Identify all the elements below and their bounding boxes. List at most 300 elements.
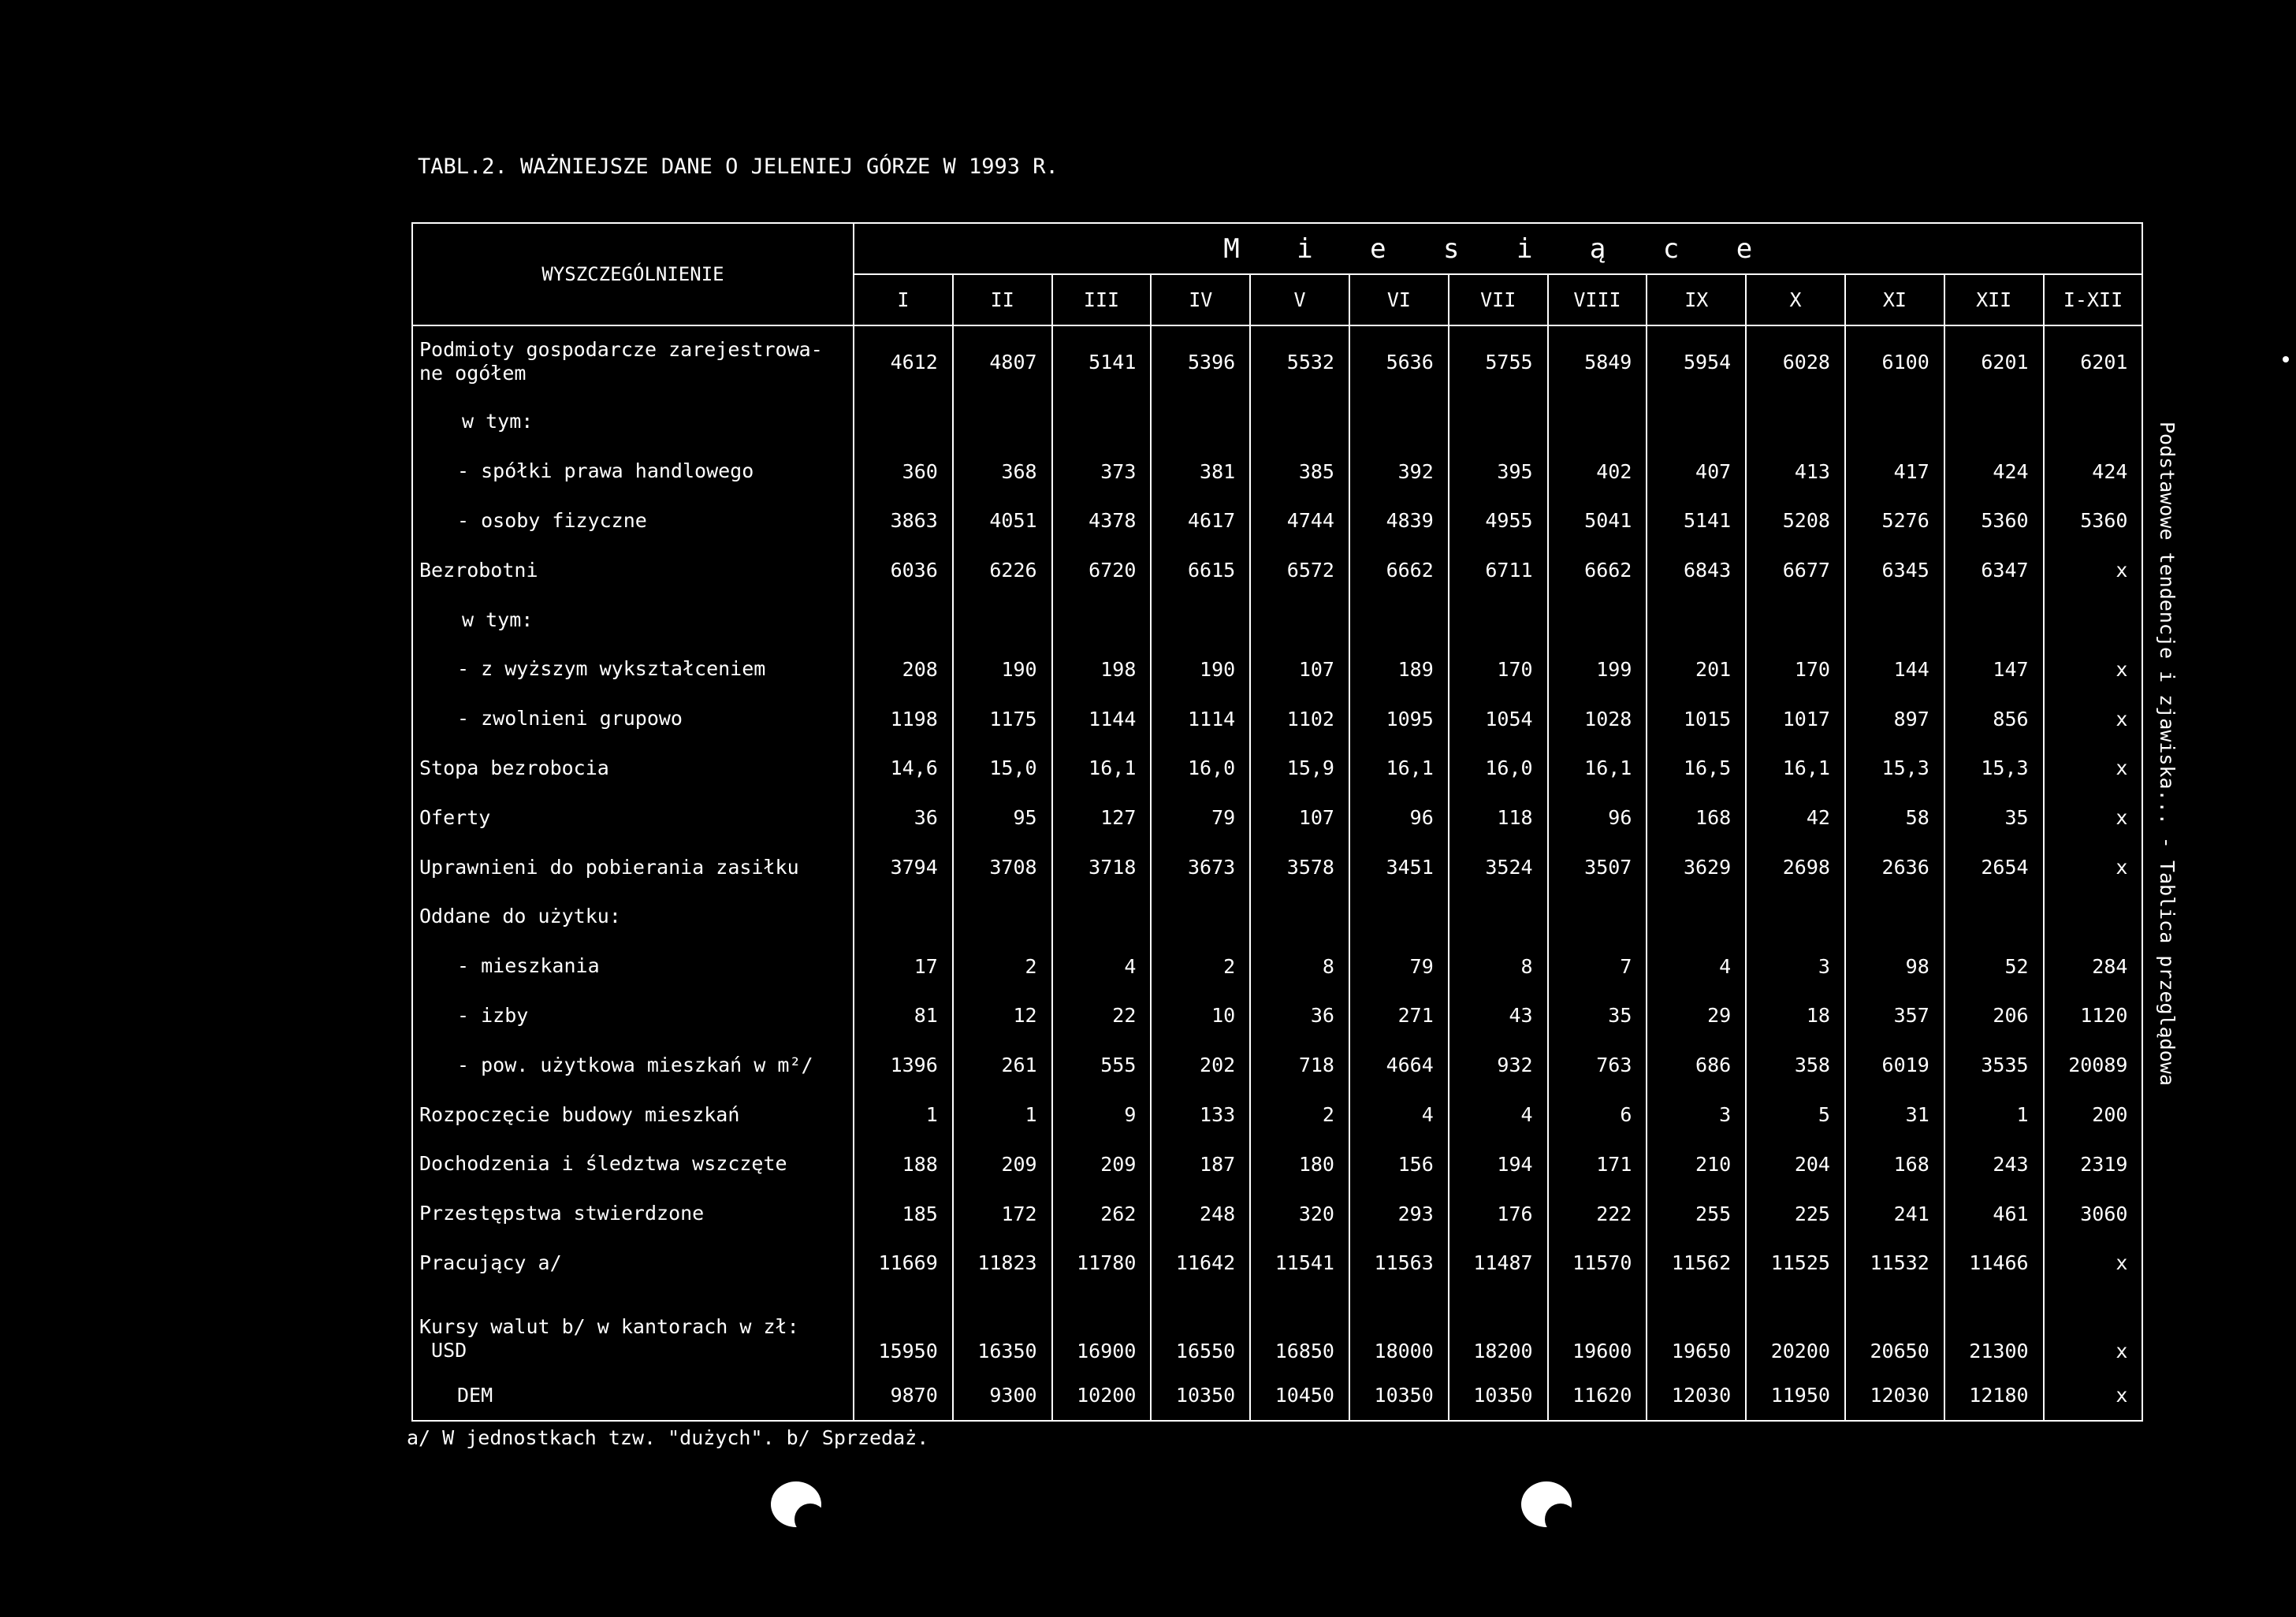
table-cell bbox=[1151, 595, 1250, 645]
table-cell bbox=[1349, 397, 1449, 447]
table-cell: 5041 bbox=[1548, 496, 1647, 546]
table-cell: x bbox=[2044, 1239, 2143, 1288]
table-cell: 424 bbox=[2044, 447, 2143, 496]
table-cell: 6 bbox=[1548, 1090, 1647, 1139]
table-cell: 12030 bbox=[1647, 1370, 1746, 1421]
table-cell: 4617 bbox=[1151, 496, 1250, 546]
table-cell bbox=[1845, 892, 1944, 942]
table-cell: 4664 bbox=[1349, 1040, 1449, 1090]
table-cell: 856 bbox=[1944, 694, 2044, 744]
table-cell: 81 bbox=[854, 991, 953, 1041]
footnote: a/ W jednostkach tzw. "dużych". b/ Sprzedaż. bbox=[407, 1426, 929, 1449]
table-cell: 6572 bbox=[1250, 545, 1349, 595]
table-row bbox=[412, 842, 2142, 892]
table-cell: 10350 bbox=[1349, 1370, 1449, 1421]
table-row bbox=[412, 496, 2142, 546]
table-cell: 6347 bbox=[1944, 545, 2044, 595]
table-cell bbox=[1449, 397, 1548, 447]
header-month: I bbox=[854, 274, 953, 325]
table-cell: 202 bbox=[1151, 1040, 1250, 1090]
table-cell: 96 bbox=[1548, 793, 1647, 842]
table-cell: 3451 bbox=[1349, 842, 1449, 892]
speck-mark bbox=[2283, 356, 2289, 362]
table-cell: 16850 bbox=[1250, 1288, 1349, 1370]
table-row bbox=[412, 545, 2142, 595]
table-cell: 209 bbox=[1052, 1139, 1152, 1189]
table-cell: 1 bbox=[1944, 1090, 2044, 1139]
table-cell: 185 bbox=[854, 1189, 953, 1239]
table-cell: 381 bbox=[1151, 447, 1250, 496]
table-cell: 11950 bbox=[1746, 1370, 1845, 1421]
table-cell: 11669 bbox=[854, 1239, 953, 1288]
table-cell: 180 bbox=[1250, 1139, 1349, 1189]
table-cell: 15,3 bbox=[1845, 744, 1944, 794]
table-row bbox=[412, 1040, 2142, 1090]
table-cell: 16,1 bbox=[1746, 744, 1845, 794]
table-cell: 11642 bbox=[1151, 1239, 1250, 1288]
table-cell: 358 bbox=[1746, 1040, 1845, 1090]
table-cell: 1028 bbox=[1548, 694, 1647, 744]
table-cell: 3708 bbox=[953, 842, 1052, 892]
header-months-group: M i e s i ą c e bbox=[854, 223, 2142, 274]
header-month: I-XII bbox=[2044, 274, 2143, 325]
data-table bbox=[411, 222, 2143, 1422]
table-cell: 35 bbox=[1944, 793, 2044, 842]
table-cell: 10450 bbox=[1250, 1370, 1349, 1421]
table-cell bbox=[1647, 595, 1746, 645]
table-cell: 22 bbox=[1052, 991, 1152, 1041]
table-cell: 5532 bbox=[1250, 325, 1349, 397]
table-cell: 35 bbox=[1548, 991, 1647, 1041]
row-label: Rozpoczęcie budowy mieszkań bbox=[412, 1090, 854, 1139]
table-cell: 402 bbox=[1548, 447, 1647, 496]
table-cell: 261 bbox=[953, 1040, 1052, 1090]
table-row bbox=[412, 1239, 2142, 1288]
header-label: WYSZCZEGÓLNIENIE bbox=[412, 223, 854, 325]
table-cell: 16,1 bbox=[1052, 744, 1152, 794]
table-cell: 18000 bbox=[1349, 1288, 1449, 1370]
table-cell: 4955 bbox=[1449, 496, 1548, 546]
table-cell: 2 bbox=[953, 942, 1052, 991]
table-cell: 357 bbox=[1845, 991, 1944, 1041]
table-cell: 5208 bbox=[1746, 496, 1845, 546]
table-cell: 293 bbox=[1349, 1189, 1449, 1239]
table-cell: 1 bbox=[953, 1090, 1052, 1139]
table-cell: 1114 bbox=[1151, 694, 1250, 744]
table-cell: 2319 bbox=[2044, 1139, 2143, 1189]
table-cell: 12180 bbox=[1944, 1370, 2044, 1421]
table-cell bbox=[1250, 892, 1349, 942]
table-cell: 11487 bbox=[1449, 1239, 1548, 1288]
table-cell: 2654 bbox=[1944, 842, 2044, 892]
table-cell bbox=[1647, 892, 1746, 942]
table-cell: 188 bbox=[854, 1139, 953, 1189]
table-cell: 6345 bbox=[1845, 545, 1944, 595]
table-cell: 20089 bbox=[2044, 1040, 2143, 1090]
table-cell: 6843 bbox=[1647, 545, 1746, 595]
header-month: IV bbox=[1151, 274, 1250, 325]
row-label: - izby bbox=[412, 991, 854, 1041]
table-cell: 171 bbox=[1548, 1139, 1647, 1189]
table-cell: 5 bbox=[1746, 1090, 1845, 1139]
row-label: - zwolnieni grupowo bbox=[412, 694, 854, 744]
row-label: - mieszkania bbox=[412, 942, 854, 991]
table-cell: 262 bbox=[1052, 1189, 1152, 1239]
table-cell: 4807 bbox=[953, 325, 1052, 397]
table-cell bbox=[1250, 397, 1349, 447]
table-cell bbox=[1052, 595, 1152, 645]
table-cell: 9300 bbox=[953, 1370, 1052, 1421]
table-cell: 4839 bbox=[1349, 496, 1449, 546]
table-cell: 11823 bbox=[953, 1239, 1052, 1288]
table-cell bbox=[1349, 595, 1449, 645]
table-cell: 6615 bbox=[1151, 545, 1250, 595]
table-cell: 271 bbox=[1349, 991, 1449, 1041]
table-cell: 360 bbox=[854, 447, 953, 496]
table-row bbox=[412, 325, 2142, 397]
table-cell: 11563 bbox=[1349, 1239, 1449, 1288]
row-label: Przestępstwa stwierdzone bbox=[412, 1189, 854, 1239]
table-cell: 6720 bbox=[1052, 545, 1152, 595]
table-cell: x bbox=[2044, 744, 2143, 794]
table-cell: 225 bbox=[1746, 1189, 1845, 1239]
table-cell: 6677 bbox=[1746, 545, 1845, 595]
table-cell: 6201 bbox=[2044, 325, 2143, 397]
table-cell: 3524 bbox=[1449, 842, 1548, 892]
table-row bbox=[412, 645, 2142, 694]
table-cell: 9 bbox=[1052, 1090, 1152, 1139]
table-row bbox=[412, 744, 2142, 794]
table-cell: 1175 bbox=[953, 694, 1052, 744]
table-cell: 118 bbox=[1449, 793, 1548, 842]
table-cell: 413 bbox=[1746, 447, 1845, 496]
table-cell: 107 bbox=[1250, 793, 1349, 842]
table-cell: 6662 bbox=[1349, 545, 1449, 595]
table-cell: 3629 bbox=[1647, 842, 1746, 892]
table-cell: 15,3 bbox=[1944, 744, 2044, 794]
table-cell: 190 bbox=[1151, 645, 1250, 694]
table-row bbox=[412, 447, 2142, 496]
table-cell: 6028 bbox=[1746, 325, 1845, 397]
table-cell: 42 bbox=[1746, 793, 1845, 842]
table-row bbox=[412, 1189, 2142, 1239]
table-cell: 194 bbox=[1449, 1139, 1548, 1189]
table-cell: 3507 bbox=[1548, 842, 1647, 892]
header-month: XII bbox=[1944, 274, 2044, 325]
table-cell: 189 bbox=[1349, 645, 1449, 694]
table-cell: 3 bbox=[1746, 942, 1845, 991]
table-cell: x bbox=[2044, 545, 2143, 595]
table-cell: 17 bbox=[854, 942, 953, 991]
table-cell: 763 bbox=[1548, 1040, 1647, 1090]
row-label: Bezrobotni bbox=[412, 545, 854, 595]
table-cell: 932 bbox=[1449, 1040, 1548, 1090]
table-cell: 4612 bbox=[854, 325, 953, 397]
table-cell: 3673 bbox=[1151, 842, 1250, 892]
table-cell: 222 bbox=[1548, 1189, 1647, 1239]
header-month: X bbox=[1746, 274, 1845, 325]
table-cell: 170 bbox=[1449, 645, 1548, 694]
table-cell: 5141 bbox=[1052, 325, 1152, 397]
table-row bbox=[412, 991, 2142, 1041]
table-cell: 5954 bbox=[1647, 325, 1746, 397]
table-cell: 11780 bbox=[1052, 1239, 1152, 1288]
table-cell: 16900 bbox=[1052, 1288, 1152, 1370]
table-cell: 3863 bbox=[854, 496, 953, 546]
table-cell: 3578 bbox=[1250, 842, 1349, 892]
table-cell: 284 bbox=[2044, 942, 2143, 991]
table-cell: 133 bbox=[1151, 1090, 1250, 1139]
table-cell: 15950 bbox=[854, 1288, 953, 1370]
table-cell: 6662 bbox=[1548, 545, 1647, 595]
table-cell: 11525 bbox=[1746, 1239, 1845, 1288]
table-cell: 16,5 bbox=[1647, 744, 1746, 794]
row-label: Oddane do użytku: bbox=[412, 892, 854, 942]
table-cell: 243 bbox=[1944, 1139, 2044, 1189]
table-cell: 11562 bbox=[1647, 1239, 1746, 1288]
table-cell: 424 bbox=[1944, 447, 2044, 496]
table-row bbox=[412, 1090, 2142, 1139]
table-cell bbox=[1548, 397, 1647, 447]
table-cell: 52 bbox=[1944, 942, 2044, 991]
table-cell: 6201 bbox=[1944, 325, 2044, 397]
table-cell: 11541 bbox=[1250, 1239, 1349, 1288]
table-cell: 18200 bbox=[1449, 1288, 1548, 1370]
table-cell: 7 bbox=[1548, 942, 1647, 991]
table-cell: 8 bbox=[1250, 942, 1349, 991]
table-cell: 198 bbox=[1052, 645, 1152, 694]
table-cell: 3060 bbox=[2044, 1189, 2143, 1239]
table-cell: 417 bbox=[1845, 447, 1944, 496]
table-row bbox=[412, 793, 2142, 842]
table-row bbox=[412, 1370, 2142, 1421]
table-cell: 3794 bbox=[854, 842, 953, 892]
table-cell: 5141 bbox=[1647, 496, 1746, 546]
table-body bbox=[412, 325, 2142, 1421]
table-cell bbox=[1548, 595, 1647, 645]
table-cell: 11570 bbox=[1548, 1239, 1647, 1288]
table-cell: 1120 bbox=[2044, 991, 2143, 1041]
table-cell bbox=[953, 397, 1052, 447]
table-cell: 144 bbox=[1845, 645, 1944, 694]
table-cell bbox=[1746, 397, 1845, 447]
table-cell: 16550 bbox=[1151, 1288, 1250, 1370]
row-label: Podmioty gospodarcze zarejestrowa- ne ogółem bbox=[412, 325, 854, 397]
punch-hole-mark bbox=[771, 1481, 821, 1527]
table-cell: 204 bbox=[1746, 1139, 1845, 1189]
table-row bbox=[412, 397, 2142, 447]
row-label: Oferty bbox=[412, 793, 854, 842]
table-cell: x bbox=[2044, 1288, 2143, 1370]
table-cell: 10350 bbox=[1151, 1370, 1250, 1421]
table-cell: 718 bbox=[1250, 1040, 1349, 1090]
table-cell: 2 bbox=[1250, 1090, 1349, 1139]
table-cell: 58 bbox=[1845, 793, 1944, 842]
table-cell: 4 bbox=[1449, 1090, 1548, 1139]
table-cell bbox=[2044, 397, 2143, 447]
table-cell: 187 bbox=[1151, 1139, 1250, 1189]
row-label: - pow. użytkowa mieszkań w m²/ bbox=[412, 1040, 854, 1090]
table-row bbox=[412, 1288, 2142, 1370]
data-table-container bbox=[411, 222, 2142, 1422]
table-cell bbox=[1944, 397, 2044, 447]
table-cell: 10350 bbox=[1449, 1370, 1548, 1421]
header-month: II bbox=[953, 274, 1052, 325]
table-cell: 5755 bbox=[1449, 325, 1548, 397]
table-cell: 19600 bbox=[1548, 1288, 1647, 1370]
row-label: w tym: bbox=[412, 595, 854, 645]
table-cell: 12 bbox=[953, 991, 1052, 1041]
header-month: VII bbox=[1449, 274, 1548, 325]
table-cell: 11532 bbox=[1845, 1239, 1944, 1288]
table-cell: 201 bbox=[1647, 645, 1746, 694]
table-cell: 190 bbox=[953, 645, 1052, 694]
table-cell bbox=[854, 892, 953, 942]
row-label: Pracujący a/ bbox=[412, 1239, 854, 1288]
row-label: - spółki prawa handlowego bbox=[412, 447, 854, 496]
table-cell: 1144 bbox=[1052, 694, 1152, 744]
header-month: IX bbox=[1647, 274, 1746, 325]
table-cell bbox=[1944, 892, 2044, 942]
table-row bbox=[412, 892, 2142, 942]
table-cell: 176 bbox=[1449, 1189, 1548, 1239]
table-cell: 199 bbox=[1548, 645, 1647, 694]
table-cell: x bbox=[2044, 793, 2143, 842]
table-cell: 4744 bbox=[1250, 496, 1349, 546]
table-cell: 16,1 bbox=[1548, 744, 1647, 794]
table-cell: 127 bbox=[1052, 793, 1152, 842]
table-cell: 368 bbox=[953, 447, 1052, 496]
table-cell: 96 bbox=[1349, 793, 1449, 842]
header-month: VI bbox=[1349, 274, 1449, 325]
table-cell: 1 bbox=[854, 1090, 953, 1139]
table-cell: x bbox=[2044, 842, 2143, 892]
table-cell: 107 bbox=[1250, 645, 1349, 694]
table-cell: 5396 bbox=[1151, 325, 1250, 397]
table-cell bbox=[854, 595, 953, 645]
table-cell bbox=[1349, 892, 1449, 942]
table-cell: 79 bbox=[1151, 793, 1250, 842]
table-cell bbox=[1746, 595, 1845, 645]
row-label: Uprawnieni do pobierania zasiłku bbox=[412, 842, 854, 892]
table-cell: 208 bbox=[854, 645, 953, 694]
table-cell: 1054 bbox=[1449, 694, 1548, 744]
table-cell bbox=[953, 595, 1052, 645]
table-cell: 10 bbox=[1151, 991, 1250, 1041]
table-cell: 4 bbox=[1052, 942, 1152, 991]
row-label: Kursy walut b/ w kantorach w zł: USD bbox=[412, 1288, 854, 1370]
table-cell: 4 bbox=[1647, 942, 1746, 991]
table-row bbox=[412, 595, 2142, 645]
table-row bbox=[412, 694, 2142, 744]
row-label: - osoby fizyczne bbox=[412, 496, 854, 546]
table-cell bbox=[1052, 892, 1152, 942]
header-month: XI bbox=[1845, 274, 1944, 325]
table-cell: 4 bbox=[1349, 1090, 1449, 1139]
header-month: VIII bbox=[1548, 274, 1647, 325]
table-cell bbox=[1944, 595, 2044, 645]
table-cell: 14,6 bbox=[854, 744, 953, 794]
table-cell bbox=[1647, 397, 1746, 447]
table-cell: 43 bbox=[1449, 991, 1548, 1041]
table-cell: 1015 bbox=[1647, 694, 1746, 744]
header-month: V bbox=[1250, 274, 1349, 325]
table-cell: 11620 bbox=[1548, 1370, 1647, 1421]
table-cell: 392 bbox=[1349, 447, 1449, 496]
table-cell: 395 bbox=[1449, 447, 1548, 496]
table-cell: 3 bbox=[1647, 1090, 1746, 1139]
table-cell: 170 bbox=[1746, 645, 1845, 694]
table-cell: 897 bbox=[1845, 694, 1944, 744]
table-cell: 168 bbox=[1845, 1139, 1944, 1189]
table-cell: 3535 bbox=[1944, 1040, 2044, 1090]
table-cell: x bbox=[2044, 694, 2143, 744]
table-cell: 36 bbox=[854, 793, 953, 842]
table-cell: 2 bbox=[1151, 942, 1250, 991]
table-cell: 6711 bbox=[1449, 545, 1548, 595]
row-label: Stopa bezrobocia bbox=[412, 744, 854, 794]
table-cell: 206 bbox=[1944, 991, 2044, 1041]
header-month: III bbox=[1052, 274, 1152, 325]
table-cell: 4378 bbox=[1052, 496, 1152, 546]
table-cell: 241 bbox=[1845, 1189, 1944, 1239]
table-cell: 16,0 bbox=[1151, 744, 1250, 794]
table-cell: 4051 bbox=[953, 496, 1052, 546]
table-cell: 16,1 bbox=[1349, 744, 1449, 794]
row-label: DEM bbox=[412, 1370, 854, 1421]
table-cell: 6019 bbox=[1845, 1040, 1944, 1090]
table-cell: 156 bbox=[1349, 1139, 1449, 1189]
table-cell bbox=[1746, 892, 1845, 942]
table-cell bbox=[1548, 892, 1647, 942]
table-cell: 210 bbox=[1647, 1139, 1746, 1189]
table-cell: 2698 bbox=[1746, 842, 1845, 892]
table-cell: 1396 bbox=[854, 1040, 953, 1090]
table-cell: 255 bbox=[1647, 1189, 1746, 1239]
table-cell: 373 bbox=[1052, 447, 1152, 496]
table-cell: 20650 bbox=[1845, 1288, 1944, 1370]
table-cell: 16,0 bbox=[1449, 744, 1548, 794]
punch-hole-mark bbox=[1521, 1481, 1572, 1527]
table-cell: 98 bbox=[1845, 942, 1944, 991]
table-cell: 36 bbox=[1250, 991, 1349, 1041]
table-cell: 29 bbox=[1647, 991, 1746, 1041]
table-cell: 5636 bbox=[1349, 325, 1449, 397]
table-cell bbox=[1845, 397, 1944, 447]
table-cell: 686 bbox=[1647, 1040, 1746, 1090]
table-cell: 8 bbox=[1449, 942, 1548, 991]
table-cell bbox=[1845, 595, 1944, 645]
table-cell: 555 bbox=[1052, 1040, 1152, 1090]
table-cell: 5360 bbox=[1944, 496, 2044, 546]
table-cell: 147 bbox=[1944, 645, 2044, 694]
table-cell: 1198 bbox=[854, 694, 953, 744]
table-cell bbox=[1449, 595, 1548, 645]
table-cell: 1095 bbox=[1349, 694, 1449, 744]
table-cell: 31 bbox=[1845, 1090, 1944, 1139]
table-cell: 3718 bbox=[1052, 842, 1152, 892]
table-cell: 18 bbox=[1746, 991, 1845, 1041]
table-cell: x bbox=[2044, 1370, 2143, 1421]
table-cell: 5276 bbox=[1845, 496, 1944, 546]
table-cell: 15,9 bbox=[1250, 744, 1349, 794]
table-cell: 5360 bbox=[2044, 496, 2143, 546]
table-header bbox=[412, 223, 2142, 325]
table-cell bbox=[2044, 892, 2143, 942]
table-cell: 19650 bbox=[1647, 1288, 1746, 1370]
table-cell: 6226 bbox=[953, 545, 1052, 595]
table-cell bbox=[1151, 397, 1250, 447]
